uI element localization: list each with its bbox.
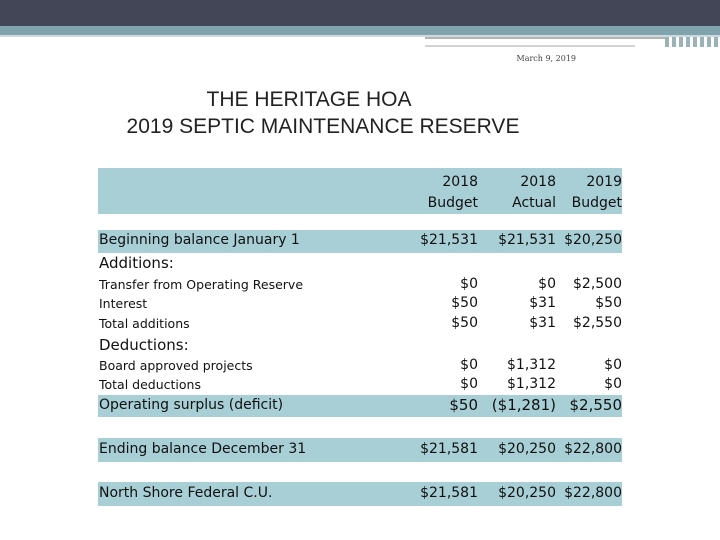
- slide-date: March 9, 2019: [516, 54, 576, 63]
- cell-surplus-2018-budget: $50: [449, 396, 478, 414]
- page-title: [0, 86, 720, 140]
- cell-ending-2018-actual: $20,250: [498, 441, 556, 457]
- col-header-year: 2018: [442, 174, 478, 190]
- top-bar: [0, 0, 720, 26]
- cell-surplus-2018-actual: ($1,281): [491, 396, 556, 414]
- cell-transfer-2019-budget: $2,500: [573, 276, 622, 292]
- cell-total-deductions-2018-budget: $0: [460, 376, 478, 392]
- row-label-ending: Ending balance December 31: [99, 441, 307, 457]
- title-line-1: THE HERITAGE HOA: [206, 88, 412, 111]
- col-header-year: 2019: [586, 174, 622, 190]
- col-header-2018-budget: [398, 172, 478, 214]
- col-header-type: Budget: [427, 195, 478, 211]
- row-label-transfer: Transfer from Operating Reserve: [99, 277, 304, 292]
- cell-ending-2019-budget: $22,800: [564, 441, 622, 457]
- row-label-beginning: Beginning balance January 1: [99, 232, 300, 248]
- cell-total-deductions-2019-budget: $0: [604, 376, 622, 392]
- row-label-board: Board approved projects: [99, 358, 253, 373]
- decor-stripes: [665, 37, 720, 47]
- cell-interest-2018-budget: $50: [451, 295, 478, 311]
- col-header-2019-budget: [556, 172, 622, 214]
- cell-total-additions-2019-budget: $2,550: [573, 315, 622, 331]
- cell-board-2019-budget: $0: [604, 357, 622, 373]
- col-header-type: Actual: [512, 195, 556, 211]
- col-header-year: 2018: [520, 174, 556, 190]
- cell-bank-2018-budget: $21,581: [420, 485, 478, 501]
- cell-total-additions-2018-budget: $50: [451, 315, 478, 331]
- section-heading-additions: Additions:: [99, 254, 174, 272]
- cell-transfer-2018-actual: $0: [538, 276, 556, 292]
- cell-total-additions-2018-actual: $31: [529, 315, 556, 331]
- cell-ending-2018-budget: $21,581: [420, 441, 478, 457]
- cell-beginning-2018-actual: $21,531: [498, 232, 556, 248]
- cell-interest-2018-actual: $31: [529, 295, 556, 311]
- decor-line-2: [425, 45, 635, 47]
- accent-band: [0, 26, 720, 35]
- row-label-surplus: Operating surplus (deficit): [99, 397, 284, 413]
- cell-interest-2019-budget: $50: [595, 295, 622, 311]
- cell-beginning-2019-budget: $20,250: [564, 232, 622, 248]
- cell-transfer-2018-budget: $0: [460, 276, 478, 292]
- cell-board-2018-budget: $0: [460, 357, 478, 373]
- cell-bank-2018-actual: $20,250: [498, 485, 556, 501]
- row-label-bank: North Shore Federal C.U.: [99, 485, 273, 501]
- cell-surplus-2019-budget: $2,550: [569, 396, 622, 414]
- row-label-total-deductions: Total deductions: [99, 377, 201, 392]
- col-header-type: Budget: [571, 195, 622, 211]
- row-label-interest: Interest: [99, 296, 148, 311]
- cell-beginning-2018-budget: $21,531: [420, 232, 478, 248]
- cell-bank-2019-budget: $22,800: [564, 485, 622, 501]
- row-label-total-additions: Total additions: [99, 316, 190, 331]
- title-line-2: 2019 SEPTIC MAINTENANCE RESERVE: [126, 115, 520, 138]
- col-header-2018-actual: [486, 172, 556, 214]
- section-heading-deductions: Deductions:: [99, 336, 189, 354]
- cell-board-2018-actual: $1,312: [507, 357, 556, 373]
- cell-total-deductions-2018-actual: $1,312: [507, 376, 556, 392]
